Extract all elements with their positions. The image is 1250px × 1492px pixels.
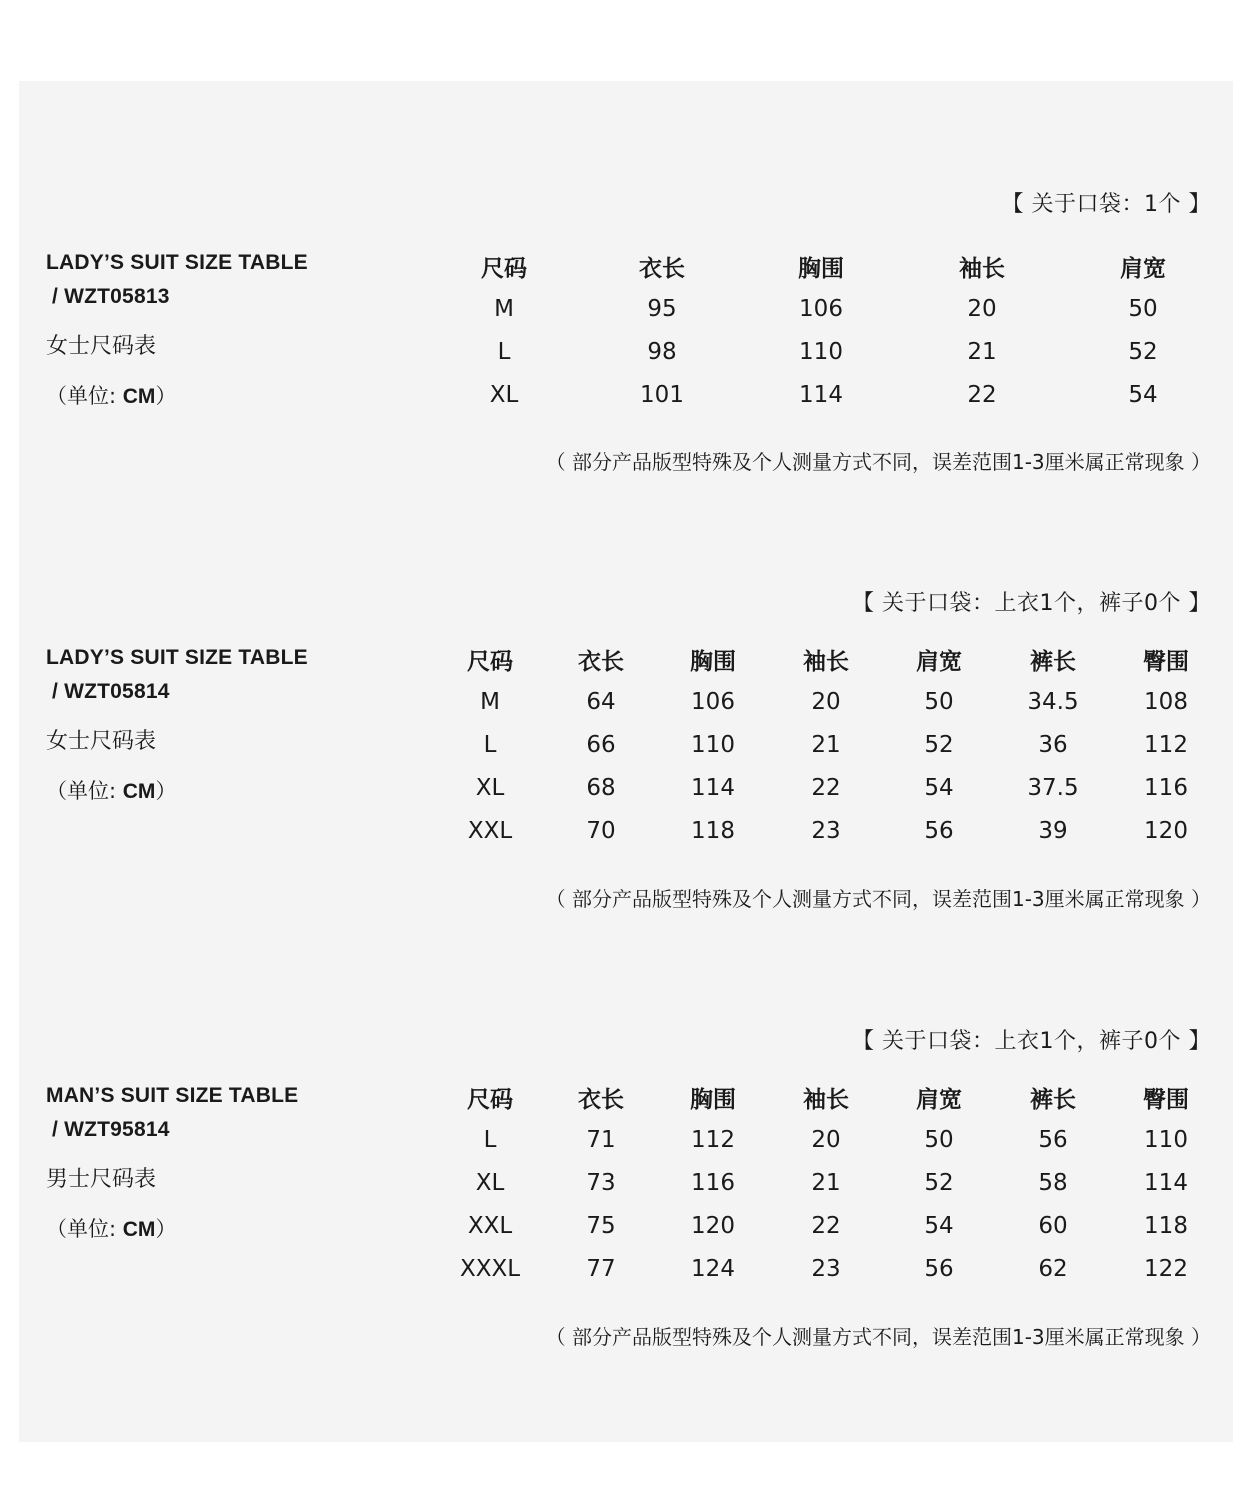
table-cell: 62: [1038, 1255, 1068, 1282]
title-cn: 女士尺码表: [46, 334, 157, 359]
table-header-row: [435, 1076, 1221, 1118]
unit-suffix: ）: [155, 384, 177, 408]
col-header: 裤长: [1030, 1086, 1076, 1113]
table-cell: 21: [811, 731, 841, 758]
size-table: [435, 638, 1221, 852]
table-cell: 122: [1144, 1255, 1188, 1282]
table-cell: 21: [967, 338, 997, 365]
table-cell: 23: [811, 817, 841, 844]
title-en: [46, 246, 308, 314]
unit-suffix: ）: [155, 1217, 177, 1241]
col-header: 衣长: [578, 1086, 624, 1113]
table-cell: 50: [1128, 295, 1158, 322]
table-cell: 110: [799, 338, 843, 365]
table-cell: 71: [586, 1126, 616, 1153]
col-header: 衣长: [578, 648, 624, 675]
table-cell: 52: [924, 731, 954, 758]
table-row: [424, 287, 1224, 330]
table-cell: 37.5: [1027, 774, 1079, 801]
title-en-line1: LADY’S SUIT SIZE TABLE: [46, 646, 308, 669]
col-header: 尺码: [481, 255, 527, 282]
table-cell: 54: [1128, 381, 1158, 408]
table-cell: 52: [924, 1169, 954, 1196]
col-header: 裤长: [1030, 648, 1076, 675]
model-code: / WZT05814: [46, 680, 170, 703]
table-cell: 112: [1144, 731, 1188, 758]
table-cell: 73: [586, 1169, 616, 1196]
unit-value: CM: [122, 780, 156, 803]
table-cell: 60: [1038, 1212, 1068, 1239]
col-header: 尺码: [467, 1086, 513, 1113]
section-label: [46, 641, 308, 807]
table-cell: 95: [647, 295, 677, 322]
unit-prefix: （单位:: [46, 1217, 123, 1241]
table-cell: 54: [924, 1212, 954, 1239]
tolerance-footnote: （ 部分产品版型特殊及个人测量方式不同，误差范围1-3厘米属正常现象 ）: [545, 887, 1211, 911]
table-cell: 77: [586, 1255, 616, 1282]
table-cell: 50: [924, 1126, 954, 1153]
model-code: / WZT05813: [46, 285, 170, 308]
col-header: 臀围: [1143, 1086, 1189, 1113]
table-row: [435, 1161, 1221, 1204]
table-cell: 50: [924, 688, 954, 715]
table-cell: XXXL: [459, 1255, 521, 1282]
table-cell: 64: [586, 688, 616, 715]
size-chart-panel: [19, 81, 1233, 1442]
unit-prefix: （单位:: [46, 779, 123, 803]
unit-label: [46, 381, 308, 412]
table-cell: XL: [489, 381, 519, 408]
col-header: 衣长: [639, 255, 685, 282]
table-cell: 23: [811, 1255, 841, 1282]
table-cell: 112: [691, 1126, 735, 1153]
table-cell: L: [483, 1126, 497, 1153]
pocket-note: 【 关于口袋：上衣1个，裤子0个 】: [852, 591, 1211, 616]
unit-prefix: （单位:: [46, 384, 123, 408]
table-cell: 20: [811, 1126, 841, 1153]
table-cell: XXL: [467, 817, 513, 844]
table-cell: 56: [924, 817, 954, 844]
table-cell: 39: [1038, 817, 1068, 844]
col-header: 尺码: [467, 648, 513, 675]
table-row: [424, 330, 1224, 373]
title-en: [46, 641, 308, 709]
table-cell: 36: [1038, 731, 1068, 758]
pocket-note: 【 关于口袋：上衣1个，裤子0个 】: [852, 1029, 1211, 1054]
table-cell: 68: [586, 774, 616, 801]
unit-label: [46, 1214, 298, 1245]
table-cell: 114: [799, 381, 843, 408]
table-cell: 58: [1038, 1169, 1068, 1196]
table-cell: L: [497, 338, 511, 365]
table-cell: 21: [811, 1169, 841, 1196]
table-header-row: [435, 638, 1221, 680]
size-table: [424, 245, 1224, 416]
table-cell: 116: [691, 1169, 735, 1196]
table-cell: 34.5: [1027, 688, 1079, 715]
table-cell: 120: [1144, 817, 1188, 844]
col-header: 袖长: [959, 255, 1005, 282]
table-row: [435, 766, 1221, 809]
unit-label: [46, 776, 308, 807]
col-header: 袖长: [803, 648, 849, 675]
title-en-line1: LADY’S SUIT SIZE TABLE: [46, 251, 308, 274]
table-cell: 116: [1144, 774, 1188, 801]
table-cell: XXL: [467, 1212, 513, 1239]
unit-value: CM: [122, 1218, 156, 1241]
section-label: [46, 1079, 298, 1245]
table-cell: XL: [475, 774, 505, 801]
table-cell: XL: [475, 1169, 505, 1196]
table-cell: 22: [811, 774, 841, 801]
table-cell: 20: [967, 295, 997, 322]
col-header: 胸围: [690, 1086, 736, 1113]
table-cell: 118: [1144, 1212, 1188, 1239]
table-cell: 75: [586, 1212, 616, 1239]
tolerance-footnote: （ 部分产品版型特殊及个人测量方式不同，误差范围1-3厘米属正常现象 ）: [545, 450, 1211, 474]
table-cell: 56: [1038, 1126, 1068, 1153]
col-header: 肩宽: [916, 648, 962, 675]
unit-value: CM: [122, 385, 156, 408]
title-en-line1: MAN’S SUIT SIZE TABLE: [46, 1084, 299, 1107]
table-cell: 118: [691, 817, 735, 844]
table-cell: 22: [811, 1212, 841, 1239]
table-cell: 106: [799, 295, 843, 322]
table-cell: 106: [691, 688, 735, 715]
pocket-note: 【 关于口袋：1个 】: [1001, 192, 1211, 217]
table-row: [435, 809, 1221, 852]
table-row: [435, 680, 1221, 723]
table-cell: 114: [691, 774, 735, 801]
table-cell: 52: [1128, 338, 1158, 365]
size-table: [435, 1076, 1221, 1290]
table-cell: M: [480, 688, 500, 715]
table-cell: L: [483, 731, 497, 758]
table-cell: 98: [647, 338, 677, 365]
table-header-row: [424, 245, 1224, 287]
title-cn: 女士尺码表: [46, 729, 157, 754]
table-row: [435, 1204, 1221, 1247]
model-code: / WZT95814: [46, 1118, 170, 1141]
section-label: [46, 246, 308, 412]
table-cell: 120: [691, 1212, 735, 1239]
col-header: 肩宽: [916, 1086, 962, 1113]
table-cell: 110: [691, 731, 735, 758]
col-header: 臀围: [1143, 648, 1189, 675]
col-header: 袖长: [803, 1086, 849, 1113]
table-cell: 20: [811, 688, 841, 715]
title-en: [46, 1079, 298, 1147]
table-cell: M: [494, 295, 514, 322]
table-cell: 124: [691, 1255, 735, 1282]
table-cell: 108: [1144, 688, 1188, 715]
table-row: [435, 1247, 1221, 1290]
table-cell: 101: [640, 381, 684, 408]
table-cell: 70: [586, 817, 616, 844]
table-cell: 22: [967, 381, 997, 408]
tolerance-footnote: （ 部分产品版型特殊及个人测量方式不同，误差范围1-3厘米属正常现象 ）: [545, 1325, 1211, 1349]
table-cell: 66: [586, 731, 616, 758]
col-header: 肩宽: [1120, 255, 1166, 282]
unit-suffix: ）: [155, 779, 177, 803]
table-row: [435, 723, 1221, 766]
table-row: [424, 373, 1224, 416]
table-cell: 54: [924, 774, 954, 801]
title-cn: 男士尺码表: [46, 1167, 157, 1192]
col-header: 胸围: [690, 648, 736, 675]
col-header: 胸围: [798, 255, 844, 282]
table-cell: 56: [924, 1255, 954, 1282]
table-cell: 114: [1144, 1169, 1188, 1196]
table-row: [435, 1118, 1221, 1161]
table-cell: 110: [1144, 1126, 1188, 1153]
